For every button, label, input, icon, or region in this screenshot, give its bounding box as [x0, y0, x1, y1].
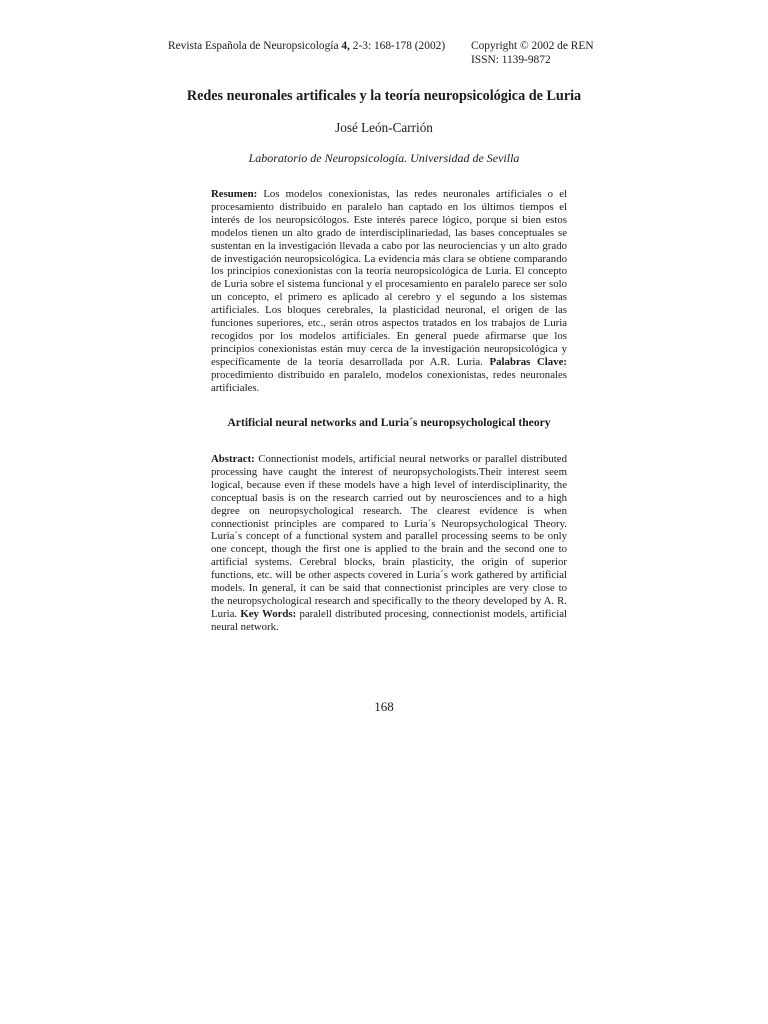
copyright-notice: Copyright © 2002 de REN [471, 40, 594, 52]
key-words-label: Key Words: [240, 607, 297, 620]
english-abstract [211, 453, 567, 634]
abstract-label: Abstract: [211, 453, 255, 465]
journal-citation [168, 40, 445, 53]
author-affiliation: Laboratorio de Neuropsicología. Universidad de Sevilla [248, 151, 520, 165]
journal-pages: 2-3: 168-178 (2002) [349, 40, 446, 52]
paper-title: Redes neuronales artificales y la teoría neuropsicológica de Luria [186, 88, 582, 104]
key-words-text: paralell distributed procesing, connectionist models, artificial neural network. [211, 607, 567, 633]
author-name: José León-Carrión [335, 120, 433, 135]
english-title: Artificial neural networks and Luria´s neuropsychological theory [227, 416, 551, 429]
resumen-label: Resumen: [211, 188, 258, 200]
journal-volume: 4, [341, 40, 350, 52]
journal-name: Revista Española de Neuropsicología [168, 40, 342, 52]
page-number: 168 [374, 699, 394, 714]
issn: ISSN: 1139-9872 [471, 54, 551, 66]
spanish-abstract [211, 188, 567, 395]
resumen-text: Los modelos conexionistas, las redes neuronales artificiales o el procesamiento distribuido en paralelo han captado en los últimos tiempos el interés de los neuropsicólogos. Este interés parece lógico, porque si bien estos modelos tienen un alto grado de interdisciplinariedad, las bases conceptuales se sustentan en la investigación llevada a cabo por las neurociencias y un alto grado de investigación neuropsicológica. La evidencia más clara se obtiene comparando los principios conexionistas con la teoría neuropsicológica de Luria. El concepto de Luria sobre el sistema funcional y el procesamiento en paralelo parece ser solo un concepto, el primero es aplicado al cerebro y el segundo a los sistemas artificiales. Los bloques cerebrales, la plasticidad neuronal, el origen de las funciones superiores, etc., serán otros aspectos tratados en los trabajos de Luria recogidos por los modelos artificiales. En general puede afirmarse que los principios conexionistas están muy cerca de la investigación neuropsicológica y específicamente de la teoría desarrollada por A.R. Luria. [211, 188, 567, 368]
palabras-clave-label: Palabras Clave: [489, 355, 567, 368]
abstract-text: Connectionist models, artificial neural networks or parallel distributed processing have caught the interest of neuropsychologists.Their interest seem logical, because even if these models have a high level of interdisciplinarity, the conceptual basis is on the research carried out by neurosciences and to a high degree on neuropsychological research. The clearest evidence is when connectionist principles are compared to Luria´s Neuropsychological Theory. Luria´s concept of a functional system and parallel processing seems to be only one concept, though the first one is applied to the brain and the second one to artificial systems. Cerebral blocks, brain plasticity, the origin of superior functions, etc. will be other aspects covered in Luria´s work gathered by artificial models. In general, it can be said that connectionist principles are very close to the neuropsychological research and specifically to the theory developed by A. R. Luria. [211, 453, 567, 620]
palabras-clave-text: procedimiento distribuido en paralelo, modelos conexionistas, redes neuronales artificiales. [211, 368, 567, 394]
